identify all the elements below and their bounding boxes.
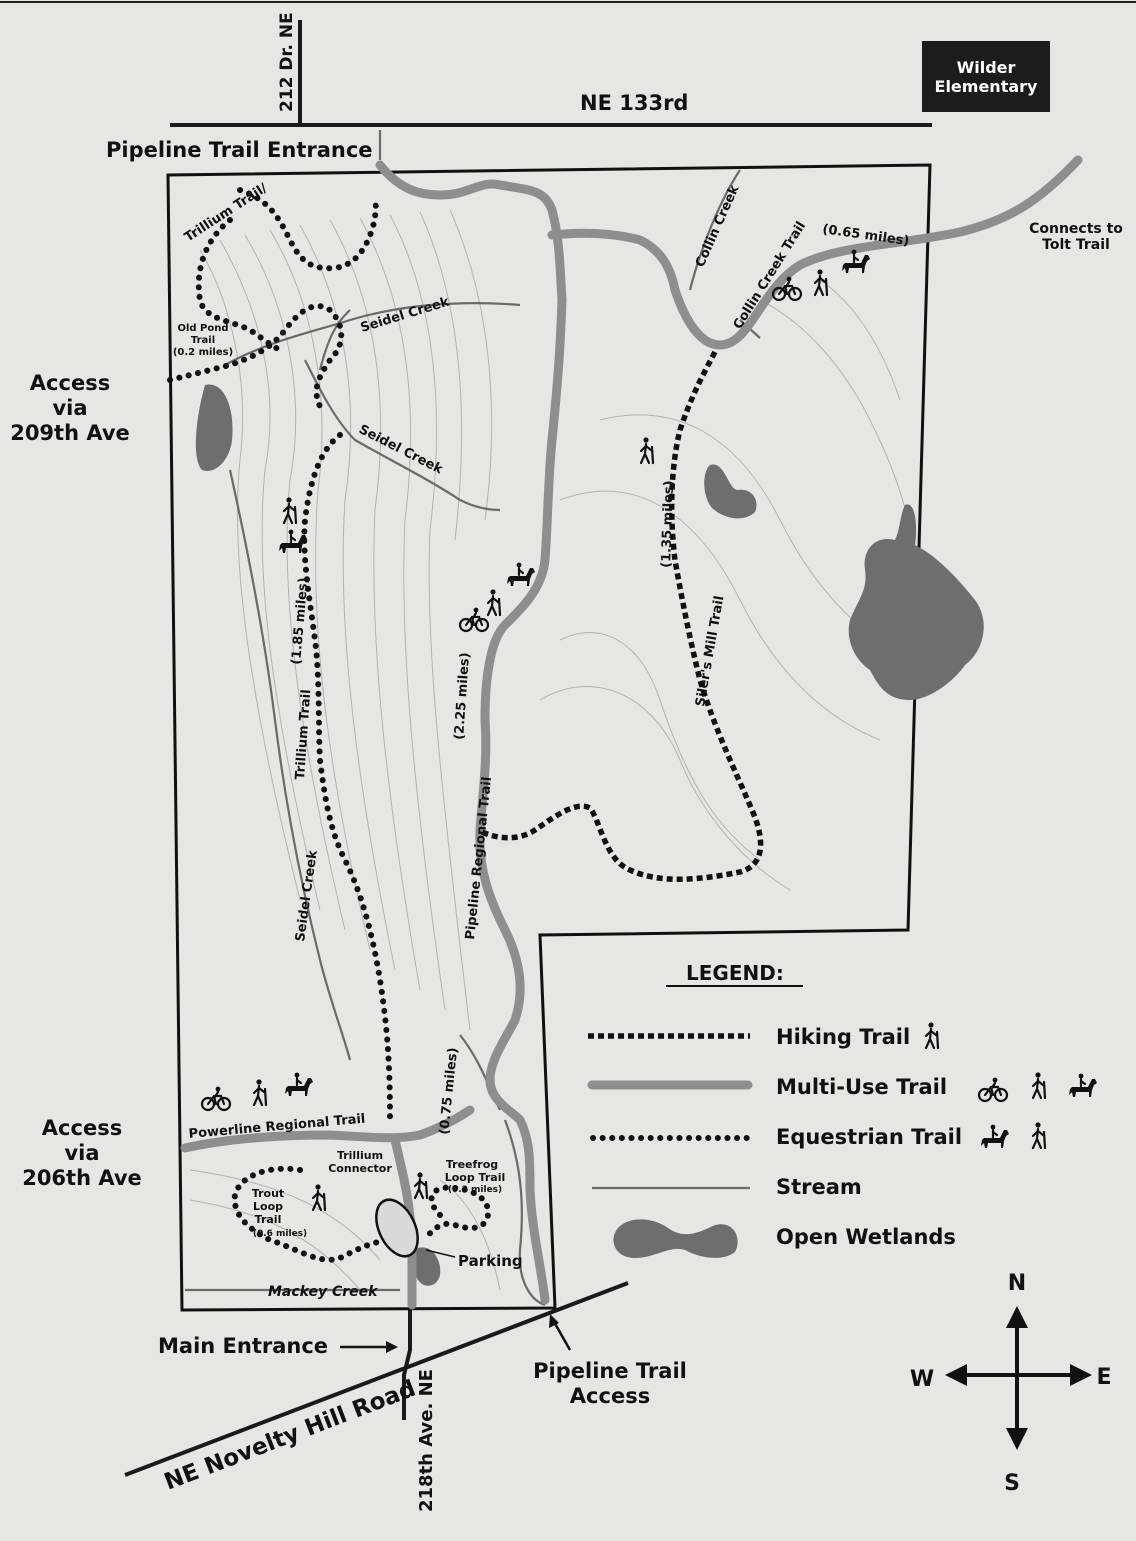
- treefrog-label: Loop Trail: [444, 1171, 506, 1184]
- hiker-icon: [1033, 1072, 1045, 1098]
- old-pond-label: Trail: [190, 335, 216, 346]
- short-length-label: (0.75 miles): [437, 1046, 462, 1136]
- road-133-label: NE 133rd: [580, 91, 689, 115]
- horse-rider-icon: [285, 1073, 313, 1096]
- pipeline-entrance-label: Pipeline Trail Entrance: [106, 138, 373, 162]
- pipeline-access-label: Access: [569, 1384, 651, 1408]
- mackey-creek-label: Mackey Creek: [268, 1284, 378, 1300]
- roads: [125, 20, 935, 1475]
- pipeline-length-label: (2.25 miles): [452, 651, 474, 741]
- seidel-creek-label: Seidel Creek: [356, 422, 445, 478]
- seidel-creek-label: Seidel Creek: [358, 294, 452, 336]
- horse-rider-icon: [507, 563, 535, 586]
- hiker-icon: [926, 1022, 938, 1048]
- open-wetlands: [196, 384, 984, 1285]
- hiker-icon: [1033, 1122, 1045, 1148]
- tolt-connect-label: Tolt Trail: [1042, 237, 1110, 253]
- legend-stream-label: Stream: [776, 1175, 862, 1199]
- compass-e: E: [1096, 1365, 1112, 1390]
- access-209-label: Access: [29, 371, 111, 395]
- pipeline-trail-label: Pipeline Regional Trail: [463, 776, 496, 941]
- bicycle-icon: [979, 1078, 1007, 1101]
- hiker-icon: [313, 1184, 325, 1210]
- old-pond-label: Old Pond: [177, 323, 229, 334]
- access-206-label: via: [64, 1141, 100, 1165]
- trillium-length-label: (1.85 miles): [289, 576, 312, 666]
- tolt-connect-label: Connects to: [1029, 221, 1123, 237]
- hiker-icon: [254, 1079, 266, 1105]
- access-206-label: 206th Ave: [22, 1166, 142, 1190]
- road-novelty-label: NE Novelty Hill Road: [160, 1375, 420, 1496]
- hiker-icon: [488, 589, 500, 615]
- trout-loop-label: Trail: [254, 1213, 282, 1226]
- compass-s: S: [1004, 1471, 1020, 1496]
- hiker-icon: [284, 497, 296, 523]
- silers-length-label: (1.35 miles): [659, 480, 678, 569]
- legend-wetlands-label: Open Wetlands: [776, 1225, 956, 1249]
- compass-w: W: [909, 1367, 935, 1392]
- trillium-trail-label: Trillium Trail: [293, 688, 315, 781]
- horse-rider-icon: [1069, 1074, 1097, 1097]
- trout-loop-label: Trout: [251, 1187, 285, 1200]
- treefrog-label: Treefrog: [445, 1158, 499, 1171]
- hiker-icon: [641, 437, 653, 463]
- seidel-creek-label: Seidel Creek: [293, 849, 321, 943]
- bicycle-icon: [202, 1087, 230, 1110]
- school-label-1: Wilder Elementary: [934, 58, 1038, 96]
- collin-trail-label: Collin Creek Trail: [730, 219, 810, 333]
- compass-n: N: [1007, 1271, 1027, 1296]
- access-206-label: Access: [41, 1116, 123, 1140]
- trillium-connector-label: Connector: [328, 1162, 392, 1175]
- road-212-label: 212 Dr. NE: [277, 12, 297, 112]
- road-218-label: 218th Ave. NE: [416, 1369, 437, 1512]
- legend-wetland-swatch: [613, 1219, 737, 1258]
- collin-creek-label: Collin Creek: [692, 183, 743, 270]
- silers-trail-label: Siler's Mill Trail: [693, 594, 728, 708]
- pipeline-access-label: Pipeline Trail: [533, 1359, 687, 1383]
- hiker-icon: [815, 269, 827, 295]
- legend-equestrian-label: Equestrian Trail: [776, 1125, 963, 1149]
- treefrog-label: (0.3 miles): [447, 1185, 503, 1195]
- legend-title: LEGEND:: [686, 961, 784, 985]
- access-209-label: 209th Ave: [10, 421, 130, 445]
- legend-hiking-label: Hiking Trail: [776, 1025, 911, 1049]
- trout-loop-label: (0.6 miles): [252, 1229, 308, 1239]
- access-209-label: via: [52, 396, 88, 420]
- compass-rose: [910, 1271, 1112, 1496]
- powerline-label: Powerline Regional Trail: [188, 1111, 366, 1142]
- collin-length-label: (0.65 miles): [821, 222, 911, 250]
- trillium-connector-label: Trillium: [336, 1149, 384, 1162]
- trout-loop-label: Loop: [253, 1200, 283, 1213]
- trillium-top-label: Trillium Trail/: [182, 180, 271, 246]
- legend-multi-label: Multi-Use Trail: [776, 1075, 948, 1099]
- main-entrance-label: Main Entrance: [158, 1334, 329, 1358]
- legend: [588, 961, 1097, 1258]
- old-pond-label: (0.2 miles): [172, 347, 234, 358]
- hiker-icon: [415, 1172, 427, 1198]
- parking-label: Parking: [458, 1252, 523, 1270]
- bicycle-icon: [460, 608, 488, 631]
- horse-rider-icon: [981, 1125, 1009, 1148]
